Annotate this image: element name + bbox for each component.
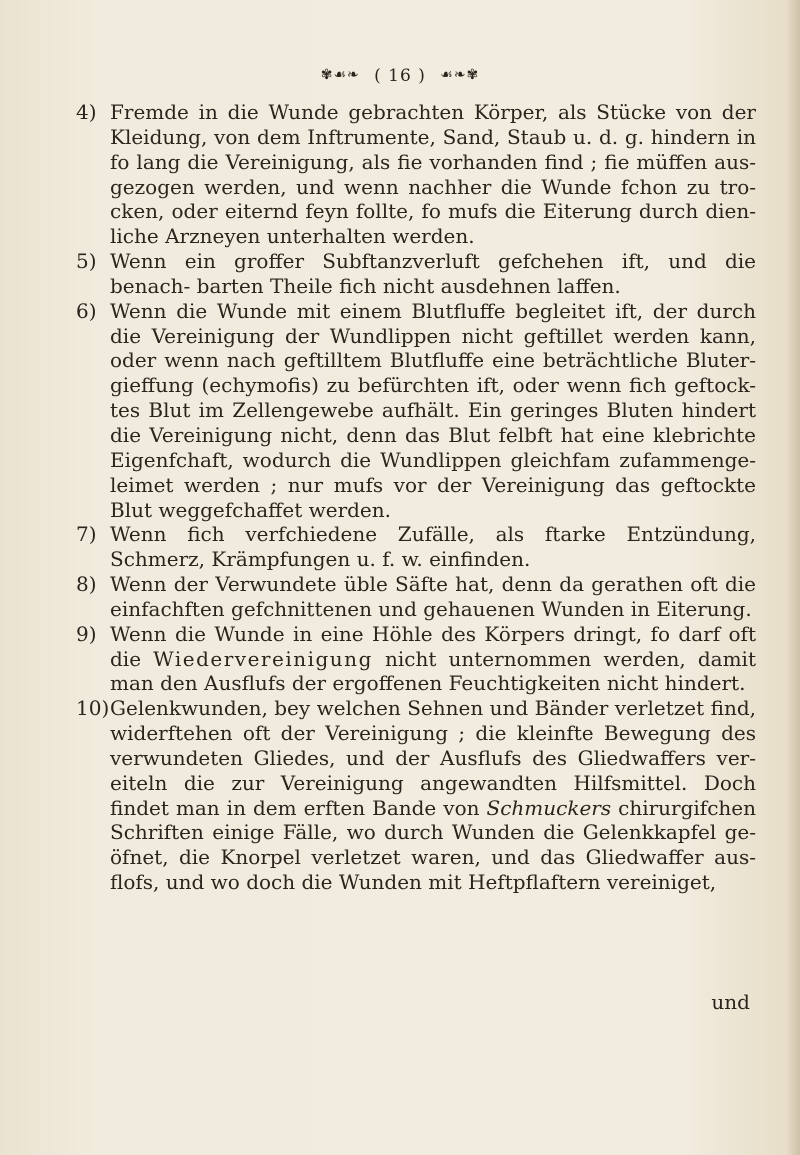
list-item xyxy=(76,249,756,299)
list-item xyxy=(76,572,756,622)
item-number: 7) xyxy=(76,522,97,547)
text-segment: chirurgifchen Schriften einige Fälle, wo durch Wunden die Gelenkkapfel ge- öfnet, die Knorpel verletzet waren, und das Gliedwaffer aus- flofs, und wo doch die Wunden mit Heftpflaftern vereiniget, xyxy=(110,795,756,895)
text-segment: Gelenkwunden, bey welchen Sehnen und Bänder verletzet find, widerftehen oft der Vereinigung ; die kleinfte Bewegung des verwundeten Gliedes, und der Ausflufs des Gliedwaffers ver- eiteln die zur Vereinigung angewandten Hilfsmittel. Doch findet man in dem erften Bande von xyxy=(110,696,756,820)
page-edge-shadow xyxy=(786,0,800,1155)
catchword: und xyxy=(711,990,750,1014)
item-number: 9) xyxy=(76,621,97,646)
item-number: 6) xyxy=(76,298,97,323)
item-text xyxy=(110,100,756,249)
text-segment: Wenn die Wunde mit einem Blutfluffe begleitet ift, der durch die Vereinigung der Wundlippen nicht geftillet werden kann, oder wenn nach geftilltem Blutfluffe eine beträchtliche Bluter- gieffung (echymofis) zu befürchten ift, oder wenn fich geftock- tes Blut im Zellengewebe aufhält. Ein geringes Bluten hindert die Vereinigung nicht, denn das Blut felbft hat eine klebrichte Eigenfchaft, wodurch die Wundlippen gleichfam zufammenge- leimet werden ; nur mufs vor der Vereinigung das geftockte Blut weggefchaffet werden. xyxy=(110,298,756,522)
page-number: ( 16 ) xyxy=(374,66,426,86)
text-segment: nicht unternommen werden, damit man den Ausflufs der ergoffenen Feuchtigkeiten nicht hindert. xyxy=(110,646,756,696)
list-item xyxy=(76,622,756,697)
item-text xyxy=(110,622,756,697)
item-number: 5) xyxy=(76,249,97,274)
item-text xyxy=(110,522,756,572)
item-text xyxy=(110,249,756,299)
list-item xyxy=(76,522,756,572)
spaced-text-segment: Wiedervereinigung xyxy=(153,646,373,671)
list-item xyxy=(76,100,756,249)
item-text xyxy=(110,696,756,895)
text-segment: Wenn der Verwundete üble Säfte hat, denn da gerathen oft die einfachften gefchnittenen und gehauenen Wunden in Eiterung. xyxy=(110,572,756,621)
text-segment: Wenn fich verfchiedene Zufälle, als ftarke Entzündung, Schmerz, Krämpfungen u. f. w. einfinden. xyxy=(110,522,756,572)
text-segment: Wenn die Wunde in eine Höhle des Körpers dringt, fo darf oft die xyxy=(110,621,756,671)
item-number: 10) xyxy=(76,696,110,721)
item-number: 4) xyxy=(76,100,97,124)
ornament-left: ✾☙❧ xyxy=(320,67,360,83)
italic-author-name: Schmuckers xyxy=(486,795,612,820)
text-segment: Fremde in die Wunde gebrachten Körper, als Stücke von der Kleidung, von dem Inftrumente, Sand, Staub u. d. g. hindern in fo lang die Vereinigung, als fie vorhanden find ; fie müffen aus- gezogen werden, und wenn nachher die Wunde fchon zu tro- cken, oder eiternd feyn follte, fo mufs die Eiterung durch dien- liche Arzneyen unterhalten werden. xyxy=(110,100,756,249)
list-item xyxy=(76,696,756,895)
item-text xyxy=(110,572,756,622)
ornament-right: ☙❧✾ xyxy=(440,67,480,83)
item-number: 8) xyxy=(76,572,97,597)
text-segment: Wenn ein groffer Subftanzverluft gefchehen ift, und die benach- barten Theile fich nicht ausdehnen laffen. xyxy=(110,249,756,298)
item-text xyxy=(110,299,756,523)
list-item xyxy=(76,299,756,523)
page-header xyxy=(0,66,800,86)
numbered-list xyxy=(76,100,756,895)
